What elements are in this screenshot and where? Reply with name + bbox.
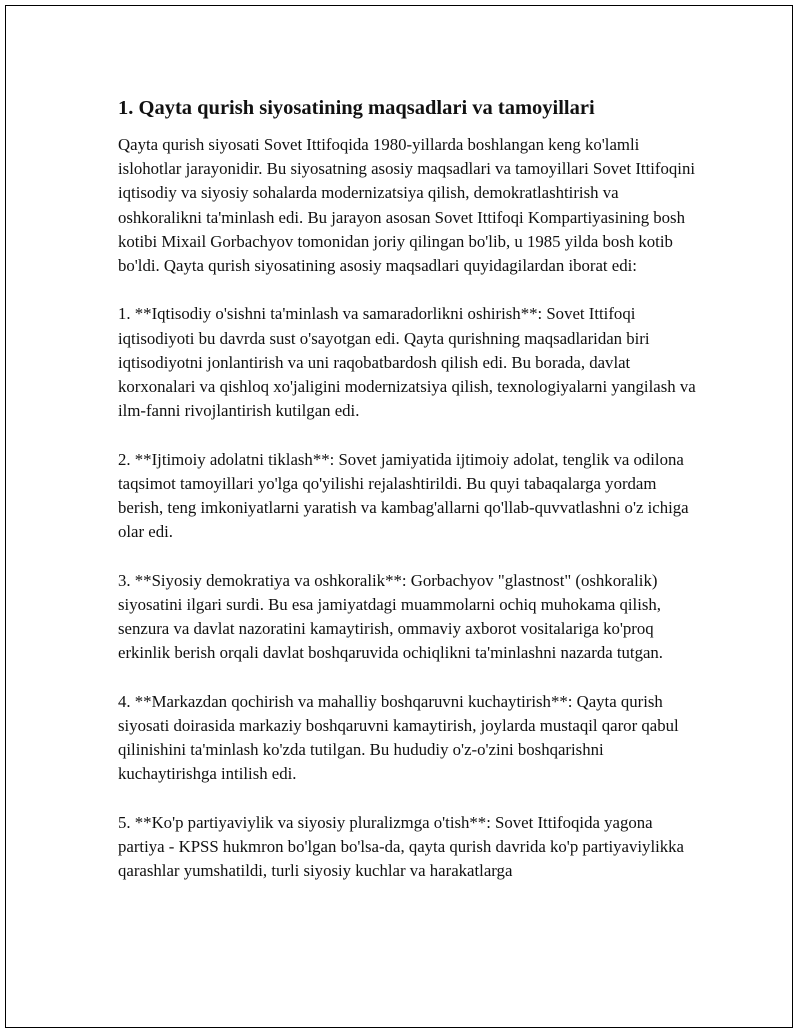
- section-title: 1. Qayta qurish siyosatining maqsadlari va tamoyillari: [118, 97, 595, 119]
- list-item-5: 5. **Ko'p partiyaviylik va siyosiy pluralizmga o'tish**: Sovet Ittifoqida yagona partiya - KPSS hukmron bo'lgan bo'lsa-da, qayta qurish davrida ko'p partiyaviylikka qarashlar yumshatildi, turli siyosiy kuchlar va harakatlarga: [118, 812, 685, 881]
- list-item-1: 1. **Iqtisodiy o'sishni ta'minlash va samaradorlikni oshirish**: Sovet Ittifoqi iqtisodiyoti bu davrda sust o'sayotgan edi. Qayta qurishning maqsadlaridan biri iqtisodiyotni jonlantirish va uni raqobatbardosh qilish edi. Bu borada, davlat korxonalari va qishloq xo'jaligini modernizatsiya qilish, texnologiyalarni yangilash va ilm-fanni rivojlantirish kutilgan edi.: [118, 304, 696, 421]
- list-item-2: 2. **Ijtimoiy adolatni tiklash**: Sovet jamiyatida ijtimoiy adolat, tenglik va odilona taqsimot tamoyillari yo'lga qo'yilishi rejalashtirildi. Bu quyi tabaqalarga yordam berish, teng imkoniyatlarni yaratish va kambag'allarni qo'llab-quvvatlashni o'z ichiga olar edi.: [118, 449, 689, 542]
- list-item-3: 3. **Siyosiy demokratiya va oshkoralik**: Gorbachyov "glastnost" (oshkoralik) siyosatini ilgari surdi. Bu esa jamiyatdagi muammolarni ochiq muhokama qilish, senzura va davlat nazoratini kamaytirish, ommaviy axborot vositalariga ko'proq erkinlik berish orqali davlat boshqaruvida ochiqlikni ta'minlashni nazarda tutgan.: [118, 570, 664, 663]
- document-page: [5, 5, 793, 1028]
- intro-paragraph: Qayta qurish siyosati Sovet Ittifoqida 1980-yillarda boshlangan keng ko'lamli islohotlar jarayonidir. Bu siyosatning asosiy maqsadlari va tamoyillari Sovet Ittifoqini iqtisodiy va siyosiy sohalarda modernizatsiya qilish, demokratlashtirish va oshkoralikni ta'minlash edi. Bu jarayon asosan Sovet Ittifoqi Kompartiyasining bosh kotibi Mixail Gorbachyov tomonidan joriy qilingan bo'lib, u 1985 yilda bosh kotib bo'ldi. Qayta qurish siyosatining asosiy maqsadlari quyidagilardan iborat edi:: [118, 135, 696, 276]
- document-body: [118, 94, 698, 907]
- list-item-4: 4. **Markazdan qochirish va mahalliy boshqaruvni kuchaytirish**: Qayta qurish siyosati doirasida markaziy boshqaruvni kamaytirish, joylarda mustaqil qaror qabul qilinishini ta'minlash ko'zda tutilgan. Bu hududiy o'z-o'zini boshqarishni kuchaytirishga intilish edi.: [118, 691, 679, 784]
